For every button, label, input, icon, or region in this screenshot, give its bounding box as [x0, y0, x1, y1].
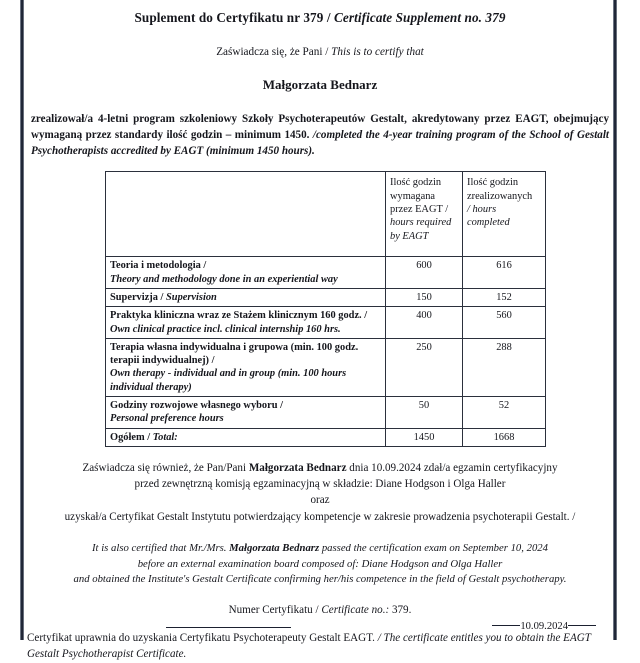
row-required: 400 [386, 307, 463, 339]
signature-line [166, 627, 291, 628]
table-row [106, 288, 546, 306]
exam-statement-pl-name: Małgorzata Bednarz [248, 462, 347, 474]
row-label-en: Personal preference hours [110, 413, 224, 425]
row-label-en: Own therapy - individual and in group (min. 100 hours individual therapy) [110, 368, 347, 393]
hours-table [105, 171, 546, 447]
exam-statement-pl-line1-a: Zaświadcza się również, że Pan/Pani [82, 462, 249, 474]
column-header-required-pl: Ilość godzin wymagana przez EAGT / [390, 177, 449, 215]
certificate-supplement-page [26, 0, 614, 660]
intro-paragraph-en: /completed the 4-year training program of the School of Gestalt Psychotherapists accredited by EAGT (minimum 1450 hours). [31, 128, 609, 157]
exam-statement-pl-line2: przed zewnętrzną komisją egzaminacyjną w składzie: Diane Hodgson i Olga Haller [134, 478, 506, 491]
certify-line-en: This is to certify that [331, 46, 424, 58]
exam-statement-pl [26, 460, 614, 525]
exam-statement-pl-line1 [26, 460, 614, 476]
signature-date [492, 621, 596, 632]
exam-statement-en-line1 [26, 541, 614, 557]
total-label-pl: Ogółem / [110, 431, 151, 443]
row-label [106, 257, 386, 289]
signature-date-value: 10.09.2024 [520, 621, 568, 632]
certify-line [26, 46, 614, 58]
exam-statement-en-line1-a: It is also certified that Mr./Mrs. [92, 541, 230, 554]
row-required: 50 [386, 397, 463, 429]
table-total-row [106, 428, 546, 446]
table-row [106, 257, 546, 289]
exam-statement-en-line3: and obtained the Institute's Gestalt Certificate confirming her/his competence in the field of Gestalt psychotherapy. [73, 573, 567, 586]
table-row [106, 397, 546, 429]
page-border-left [20, 0, 24, 640]
date-rule-right [568, 625, 596, 626]
signature-area [26, 606, 614, 632]
row-completed: 288 [463, 338, 546, 396]
page-title-pl: Suplement do Certyfikatu nr 379 / [134, 10, 331, 25]
row-label-pl: Terapia własna indywidualna i grupowa (min. 100 godz. terapii indywidualnej) / [110, 341, 359, 367]
row-completed: 152 [463, 288, 546, 306]
row-label-pl: Praktyka kliniczna wraz ze Stażem klinicznym 160 godz. / [110, 310, 368, 322]
row-required: 600 [386, 257, 463, 289]
row-required: 150 [386, 288, 463, 306]
row-required: 250 [386, 338, 463, 396]
recipient-name: Małgorzata Bednarz [262, 77, 378, 92]
page-title-en: Certificate Supplement no. 379 [334, 10, 506, 25]
certify-line-pl: Zaświadcza się, że Pani / [216, 46, 329, 58]
page-title [26, 10, 614, 26]
exam-statement-en-line2: before an external examination board composed of: Diane Hodgson and Olga Haller [137, 557, 503, 570]
column-header-required-en: hours required by EAGT [390, 217, 452, 242]
certificate-number-value: 379. [391, 604, 412, 617]
column-header-completed [463, 172, 546, 257]
certificate-number-label-pl: Numer Certyfikatu / [228, 604, 319, 617]
total-label [106, 428, 386, 446]
intro-paragraph-pl: zrealizował/a 4-letni program szkoleniowy Szkoły Psychoterapeutów Gestalt, akredytowany przez EAGT, obejmujący wymaganą przez standardy ilość godzin – minimum 1450. [31, 113, 609, 141]
row-label [106, 288, 386, 306]
entitlement-paragraph-pl: Certyfikat uprawnia do uzyskania Certyfikatu Psychoterapeuty Gestalt EAGT. [27, 632, 375, 645]
column-header-label [106, 172, 386, 257]
column-header-completed-en: / hours completed [467, 203, 510, 229]
exam-statement-en [26, 541, 614, 588]
hours-table-body [106, 257, 546, 447]
table-header-row [106, 172, 546, 257]
row-label-en: Theory and methodology done in an experiential way [110, 273, 338, 285]
row-completed: 560 [463, 307, 546, 339]
entitlement-paragraph [27, 631, 613, 663]
total-required: 1450 [386, 428, 463, 446]
row-label-pl: Godziny rozwojowe własnego wyboru / [110, 400, 283, 412]
row-label [106, 307, 386, 339]
row-completed: 616 [463, 257, 546, 289]
entitlement-paragraph-en: / The certificate entitles you to obtain the EAGT Gestalt Psychotherapist Certificate. [27, 632, 591, 660]
row-label [106, 338, 386, 396]
row-label-pl: Teoria i metodologia / [110, 260, 207, 272]
row-label-pl: Supervizja / [110, 291, 164, 303]
exam-statement-en-line1-b: passed the certification exam on September 10, 2024 [319, 541, 548, 554]
exam-statement-pl-line1-b: dnia 10.09.2024 zdał/a egzamin certyfikacyjny [346, 462, 558, 474]
intro-paragraph [31, 112, 609, 159]
row-label-en: Supervision [166, 291, 217, 303]
column-header-completed-pl: Ilość godzin zrealizowanych [467, 177, 533, 202]
certificate-number-label-en: Certificate no.: [321, 604, 390, 617]
row-label-en: Own clinical practice incl. clinical internship 160 hrs. [110, 323, 341, 335]
total-completed: 1668 [463, 428, 546, 446]
exam-statement-pl-line4: uzyskał/a Certyfikat Gestalt Instytutu potwierdzający kompetencje w zakresie prowadzenia psychoterapii Gestalt. / [64, 510, 576, 523]
row-completed: 52 [463, 397, 546, 429]
table-row [106, 307, 546, 339]
exam-statement-pl-line3: oraz [310, 494, 330, 507]
row-label [106, 397, 386, 429]
column-header-required [386, 172, 463, 257]
table-row [106, 338, 546, 396]
exam-statement-en-name: Małgorzata Bednarz [229, 541, 320, 554]
total-label-en: Total: [152, 431, 178, 443]
date-rule-left [492, 625, 520, 626]
